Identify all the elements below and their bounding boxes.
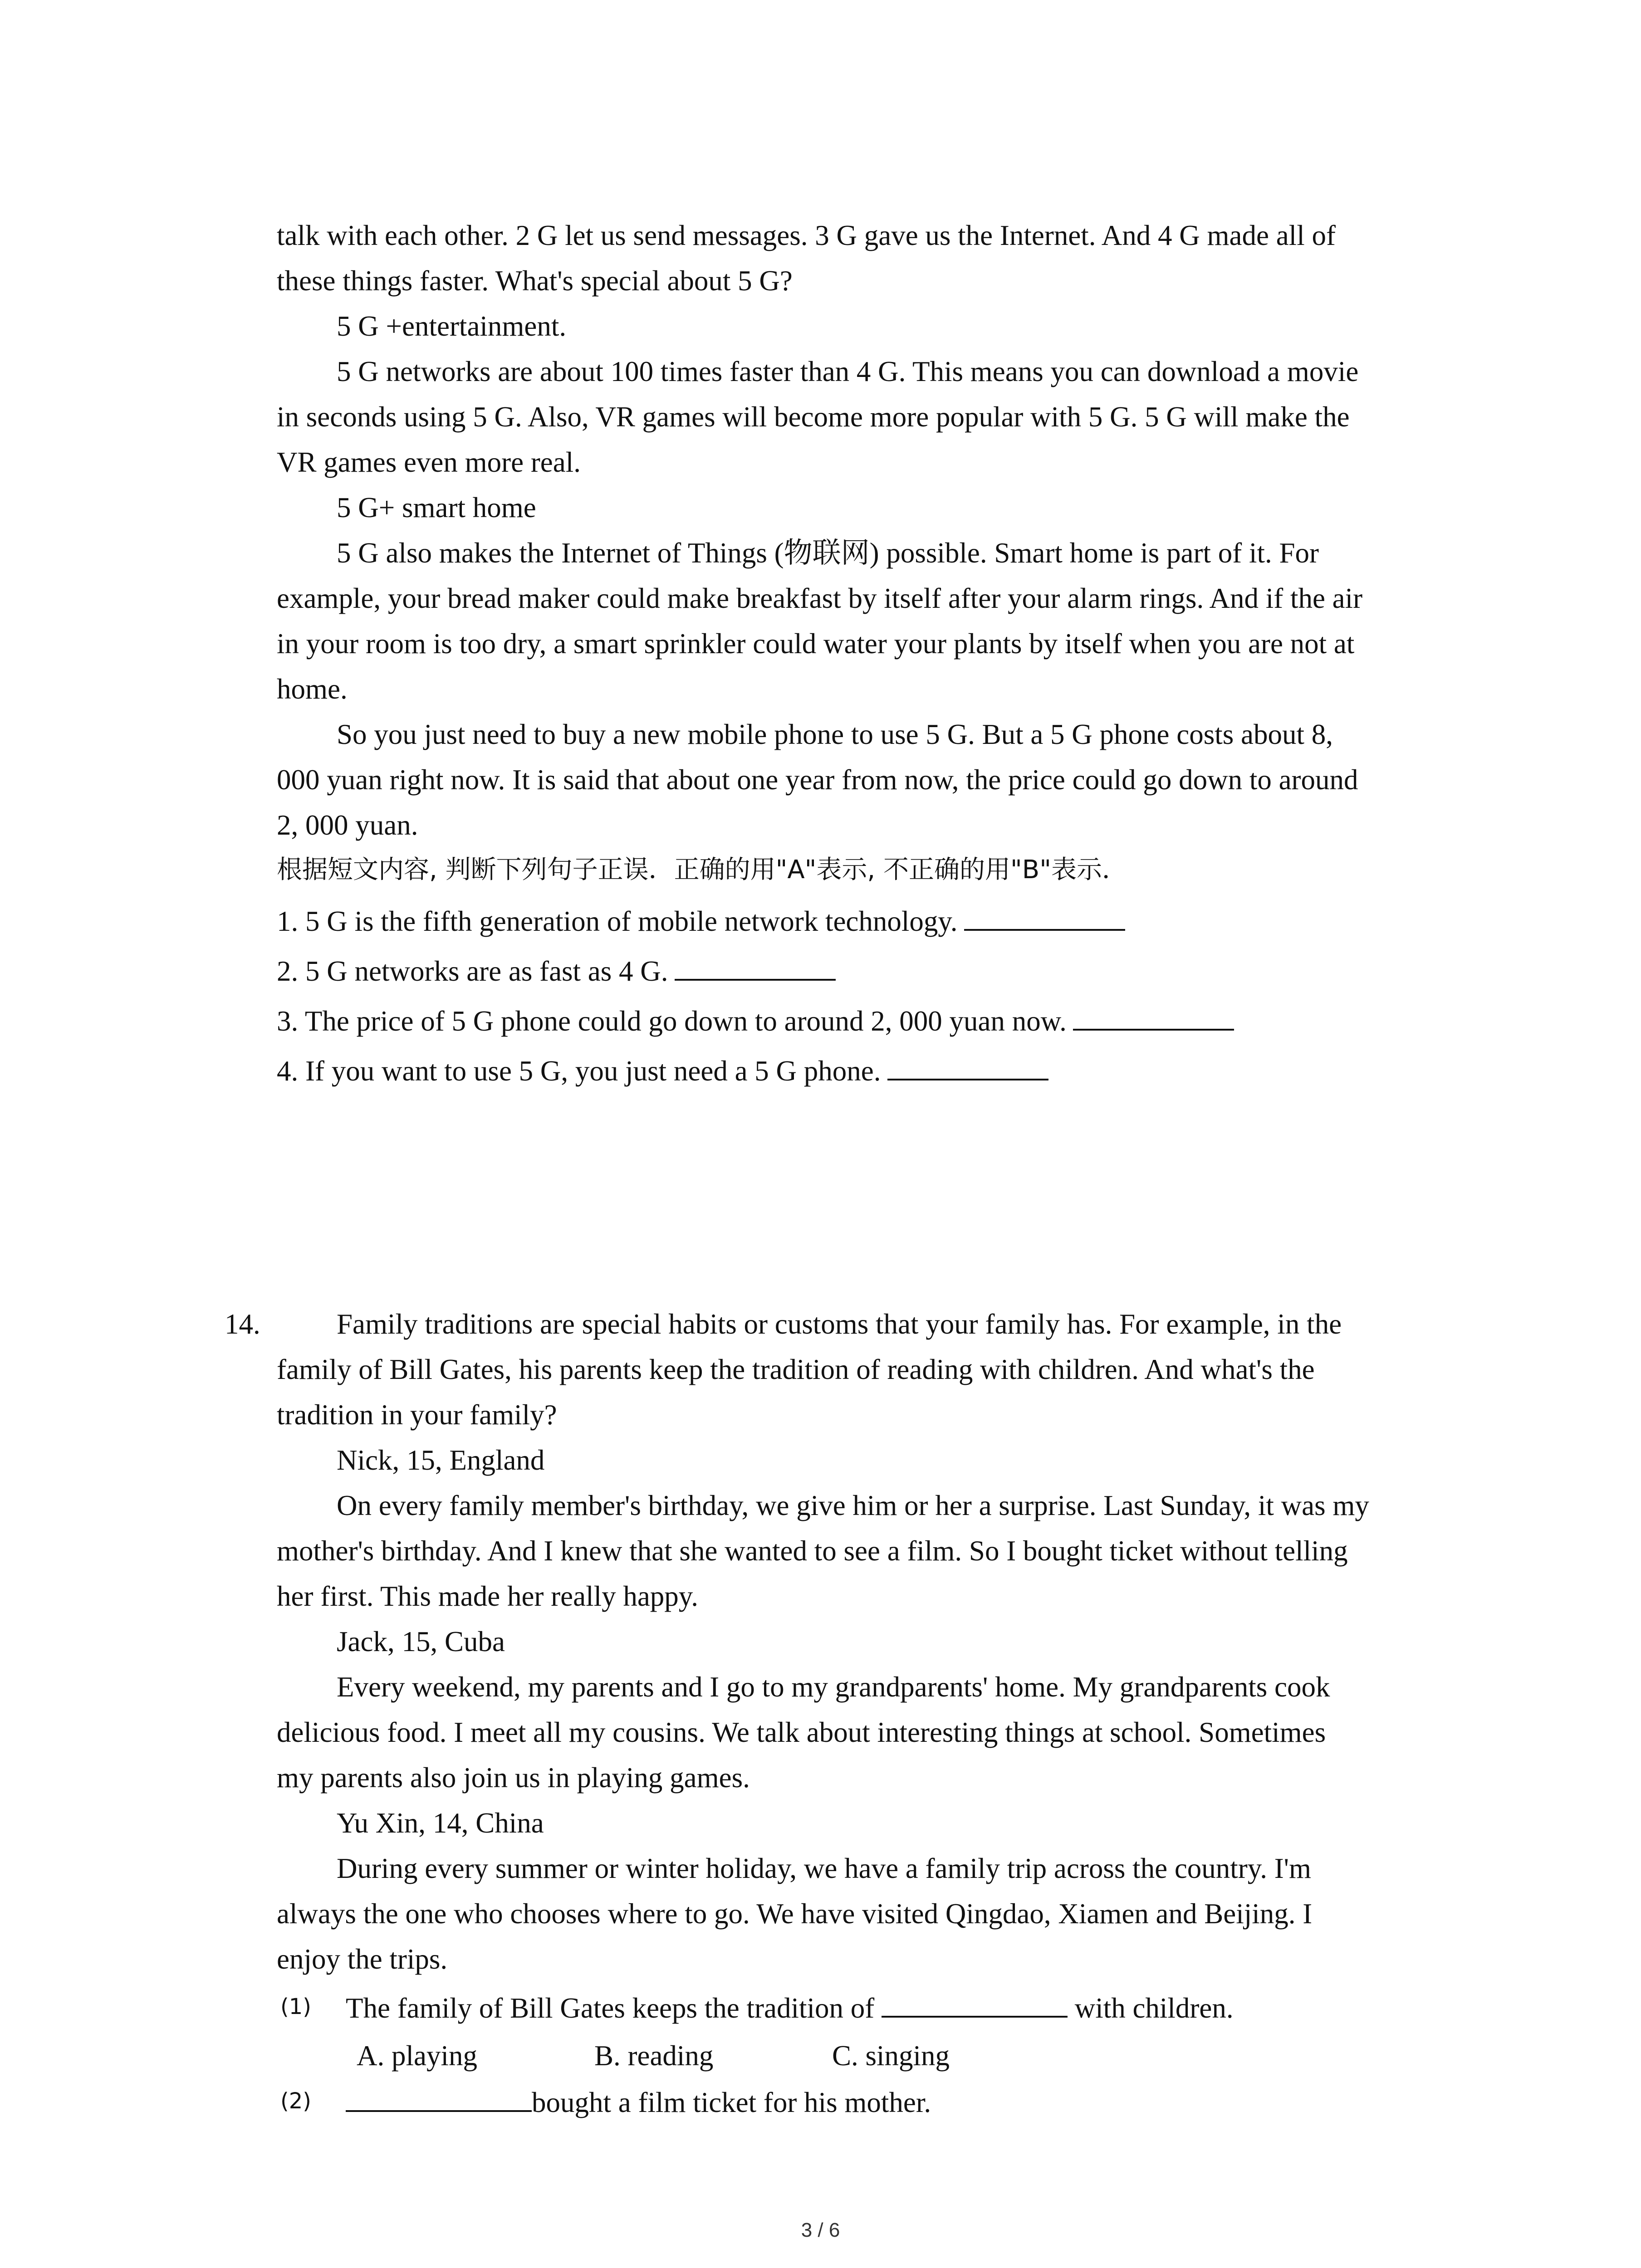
page-number: 3 / 6 <box>801 2219 840 2241</box>
question-item <box>277 1007 1234 1036</box>
question-text: 2. 5 G networks are as fast as 4 G. <box>277 955 668 987</box>
question-text: 4. If you want to use 5 G, you just need a 5 G phone. <box>277 1055 881 1087</box>
question-item <box>277 1057 1048 1085</box>
speaker-heading: Nick, 15, England <box>337 1444 545 1476</box>
subquestion-number: (1) <box>280 1994 311 2019</box>
subquestion-text-end: bought a film ticket for his mother. <box>532 2087 931 2118</box>
subquestion-text: The family of Bill Gates keeps the tradition of <box>346 1992 875 2024</box>
passage-line: On every family member's birthday, we give him or her a surprise. Last Sunday, it was my <box>337 1490 1369 1521</box>
speaker-heading: Yu Xin, 14, China <box>337 1807 544 1839</box>
option-a[interactable]: A. playing <box>357 2040 477 2072</box>
speaker-heading: Jack, 15, Cuba <box>337 1626 505 1657</box>
passage-line: So you just need to buy a new mobile phone to use 5 G. But a 5 G phone costs about 8, <box>337 719 1333 750</box>
passage-line: 5 G networks are about 100 times faster than 4 G. This means you can download a movie <box>337 356 1359 387</box>
answer-blank[interactable] <box>882 2015 1068 2018</box>
passage-line: Family traditions are special habits or customs that your family has. For example, in the <box>337 1308 1342 1340</box>
passage-line: 000 yuan right now. It is said that about one year from now, the price could go down to around <box>277 764 1358 796</box>
passage-line: delicious food. I meet all my cousins. We talk about interesting things at school. Sometimes <box>277 1716 1326 1748</box>
question-text: 3. The price of 5 G phone could go down to around 2, 000 yuan now. <box>277 1005 1067 1037</box>
section-heading: 5 G +entertainment. <box>337 310 567 342</box>
passage-line: 5 G also makes the Internet of Things (物联网) possible. Smart home is part of it. For <box>337 537 1319 569</box>
subquestion-item <box>346 2088 931 2117</box>
answer-blank[interactable] <box>346 2110 532 2112</box>
passage-line: Every weekend, my parents and I go to my grandparents' home. My grandparents cook <box>337 1671 1330 1703</box>
passage-line: mother's birthday. And I knew that she wanted to see a film. So I bought ticket without telling <box>277 1535 1348 1567</box>
passage-line: her first. This made her really happy. <box>277 1580 698 1612</box>
answer-blank[interactable] <box>1073 1028 1234 1031</box>
question-text: 1. 5 G is the fifth generation of mobile network technology. <box>277 905 958 937</box>
passage-line: talk with each other. 2 G let us send messages. 3 G gave us the Internet. And 4 G made all of <box>277 220 1336 251</box>
question-number: 14. <box>225 1308 260 1340</box>
subquestion-number: (2) <box>280 2088 311 2114</box>
answer-blank[interactable] <box>964 929 1125 931</box>
section-heading: 5 G+ smart home <box>337 492 536 523</box>
passage-line: always the one who chooses where to go. We have visited Qingdao, Xiamen and Beijing. I <box>277 1898 1313 1930</box>
passage-line: in seconds using 5 G. Also, VR games will become more popular with 5 G. 5 G will make the <box>277 401 1350 433</box>
passage-line: enjoy the trips. <box>277 1943 448 1975</box>
passage-line: these things faster. What's special about 5 G? <box>277 265 793 297</box>
passage-line: family of Bill Gates, his parents keep the tradition of reading with children. And what's the <box>277 1354 1315 1385</box>
subquestion-text-end: with children. <box>1074 1992 1234 2024</box>
subquestion-item <box>346 1994 1234 2023</box>
instruction-text: 根据短文内容, 判断下列句子正误．正确的用"A"表示, 不正确的用"B"表示． <box>277 855 1127 885</box>
passage-line: home. <box>277 673 348 705</box>
question-item <box>277 957 836 986</box>
question-item <box>277 907 1125 936</box>
answer-blank[interactable] <box>675 978 836 981</box>
passage-line: my parents also join us in playing games. <box>277 1762 750 1794</box>
answer-blank[interactable] <box>887 1078 1048 1080</box>
passage-line: tradition in your family? <box>277 1399 557 1431</box>
option-c[interactable]: C. singing <box>832 2040 950 2072</box>
passage-line: in your room is too dry, a smart sprinkler could water your plants by itself when you are not at <box>277 628 1355 660</box>
passage-line: example, your bread maker could make breakfast by itself after your alarm rings. And if the air <box>277 582 1363 614</box>
passage-line: 2, 000 yuan. <box>277 809 418 841</box>
option-b[interactable]: B. reading <box>594 2040 714 2072</box>
passage-line: During every summer or winter holiday, we have a family trip across the country. I'm <box>337 1853 1312 1884</box>
passage-line: VR games even more real. <box>277 446 581 478</box>
